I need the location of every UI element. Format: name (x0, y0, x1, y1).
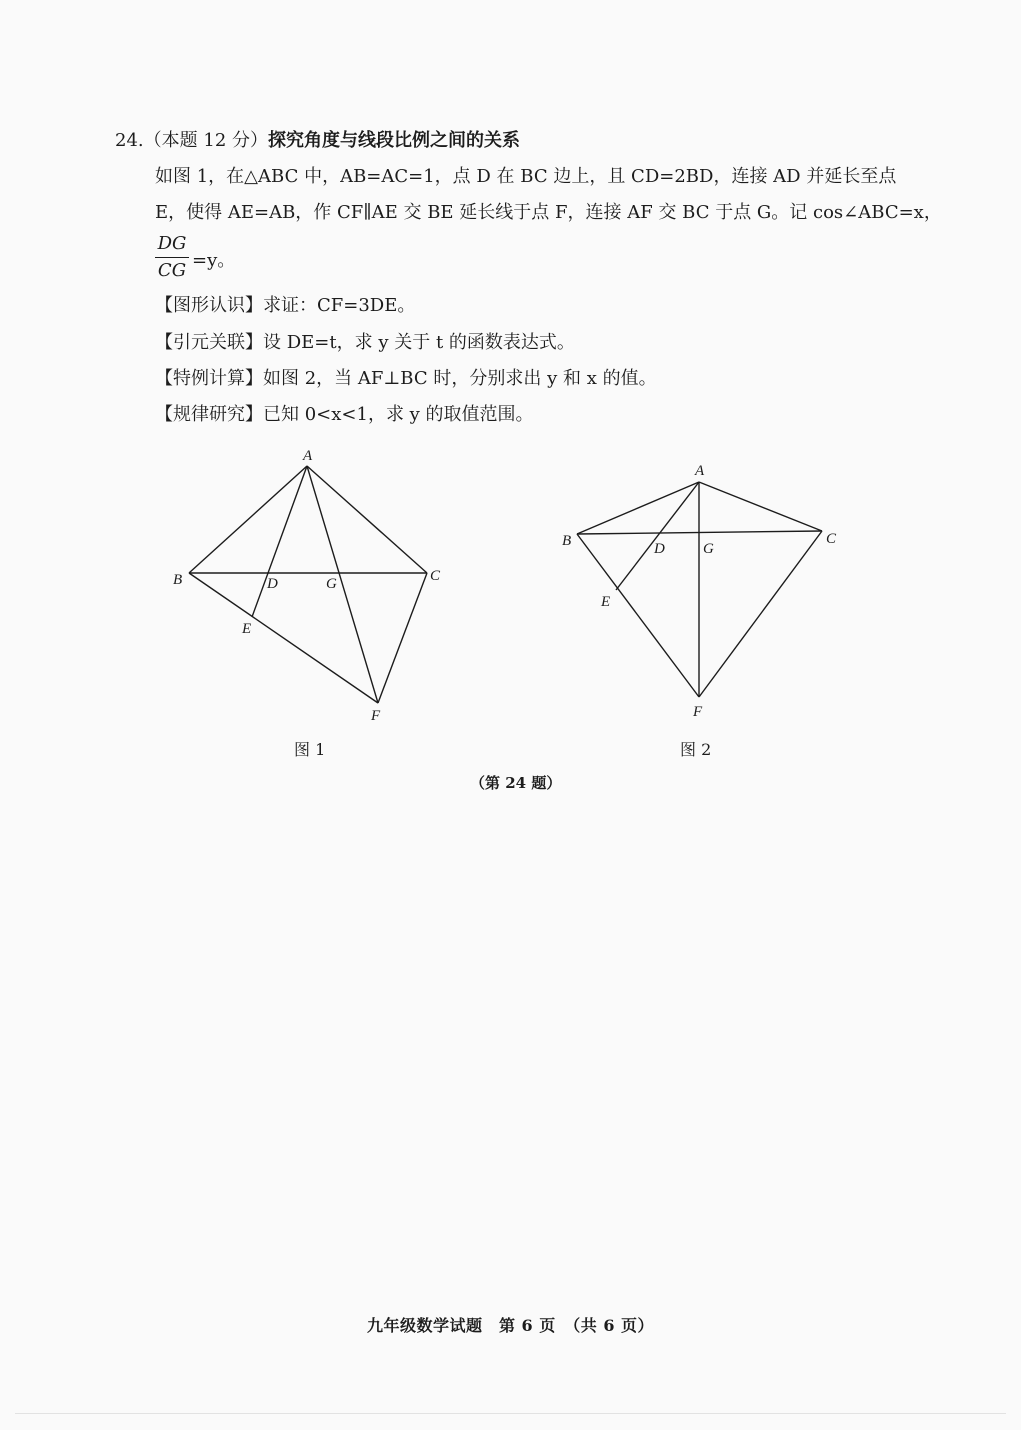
problem-statement-line2: E，使得 AE=AB，作 CF∥AE 交 BE 延长线于点 F，连接 AF 交 BC 于点 G。记 cos∠ABC=x， (155, 202, 942, 223)
fig1-segment-BF (189, 573, 378, 703)
fig1-segment-CF (378, 573, 427, 703)
fig2-label-C: C (826, 531, 837, 547)
fig1-label-E: E (242, 621, 252, 637)
fig1-label-G: G (326, 576, 337, 592)
part-1-text: 求证：CF=3DE。 (263, 295, 416, 316)
problem-number: 24. (115, 130, 144, 151)
fig2-segment-AE (616, 482, 699, 590)
problem-score: （本题 12 分） (143, 130, 268, 151)
fig1-segment-AE (252, 466, 307, 617)
fig1-segment-AB (189, 466, 307, 573)
fig2-label-D: D (654, 541, 665, 557)
page-footer: 九年级数学试题 第 6 页 （共 6 页） (366, 1316, 655, 1335)
fig2-label-G: G (703, 541, 714, 557)
part-4-text: 已知 0<x<1，求 y 的取值范围。 (263, 404, 534, 425)
part-3-tag: 【特例计算】 (155, 368, 263, 389)
fig2-label-E: E (601, 594, 611, 610)
part-2-tag: 【引元关联】 (155, 332, 263, 353)
fig1-label-F: F (371, 708, 381, 724)
bottom-divider (15, 1413, 1006, 1414)
fig1-label-B: B (173, 572, 183, 588)
fig1-label-C: C (430, 568, 441, 584)
fig2-segment-BF (577, 534, 699, 697)
fig2-segment-AB (577, 482, 699, 534)
fig1-label-A: A (303, 448, 313, 464)
figure-1-diagram (189, 466, 427, 703)
figure-2-caption: 图 2 (680, 740, 712, 759)
fraction-denominator: CG (157, 260, 187, 281)
part-1-tag: 【图形认识】 (155, 295, 263, 316)
figure-1-labels (173, 448, 441, 724)
fraction-numerator: DG (157, 233, 187, 254)
figure-group-caption: （第 24 题） (470, 774, 562, 792)
fig2-label-A: A (695, 463, 705, 479)
figure-2-diagram (577, 482, 822, 697)
fig1-label-D: D (267, 576, 278, 592)
problem-title: 探究角度与线段比例之间的关系 (268, 130, 520, 151)
part-3-text: 如图 2，当 AF⊥BC 时，分别求出 y 和 x 的值。 (263, 368, 657, 389)
fig2-segment-CF (699, 531, 822, 697)
fig2-segment-AC (699, 482, 822, 531)
fig1-segment-AF (307, 466, 378, 703)
fig2-label-F: F (693, 704, 703, 720)
fig1-segment-AC (307, 466, 427, 573)
problem-statement-line1: 如图 1，在△ABC 中，AB=AC=1，点 D 在 BC 边上，且 CD=2BD，连接 AD 并延长至点 (155, 166, 897, 187)
fig2-label-B: B (562, 533, 572, 549)
part-2-text: 设 DE=t，求 y 关于 t 的函数表达式。 (263, 332, 575, 353)
fraction-tail: =y。 (192, 250, 236, 271)
figure-1-caption: 图 1 (294, 740, 326, 759)
part-4-tag: 【规律研究】 (155, 404, 263, 425)
